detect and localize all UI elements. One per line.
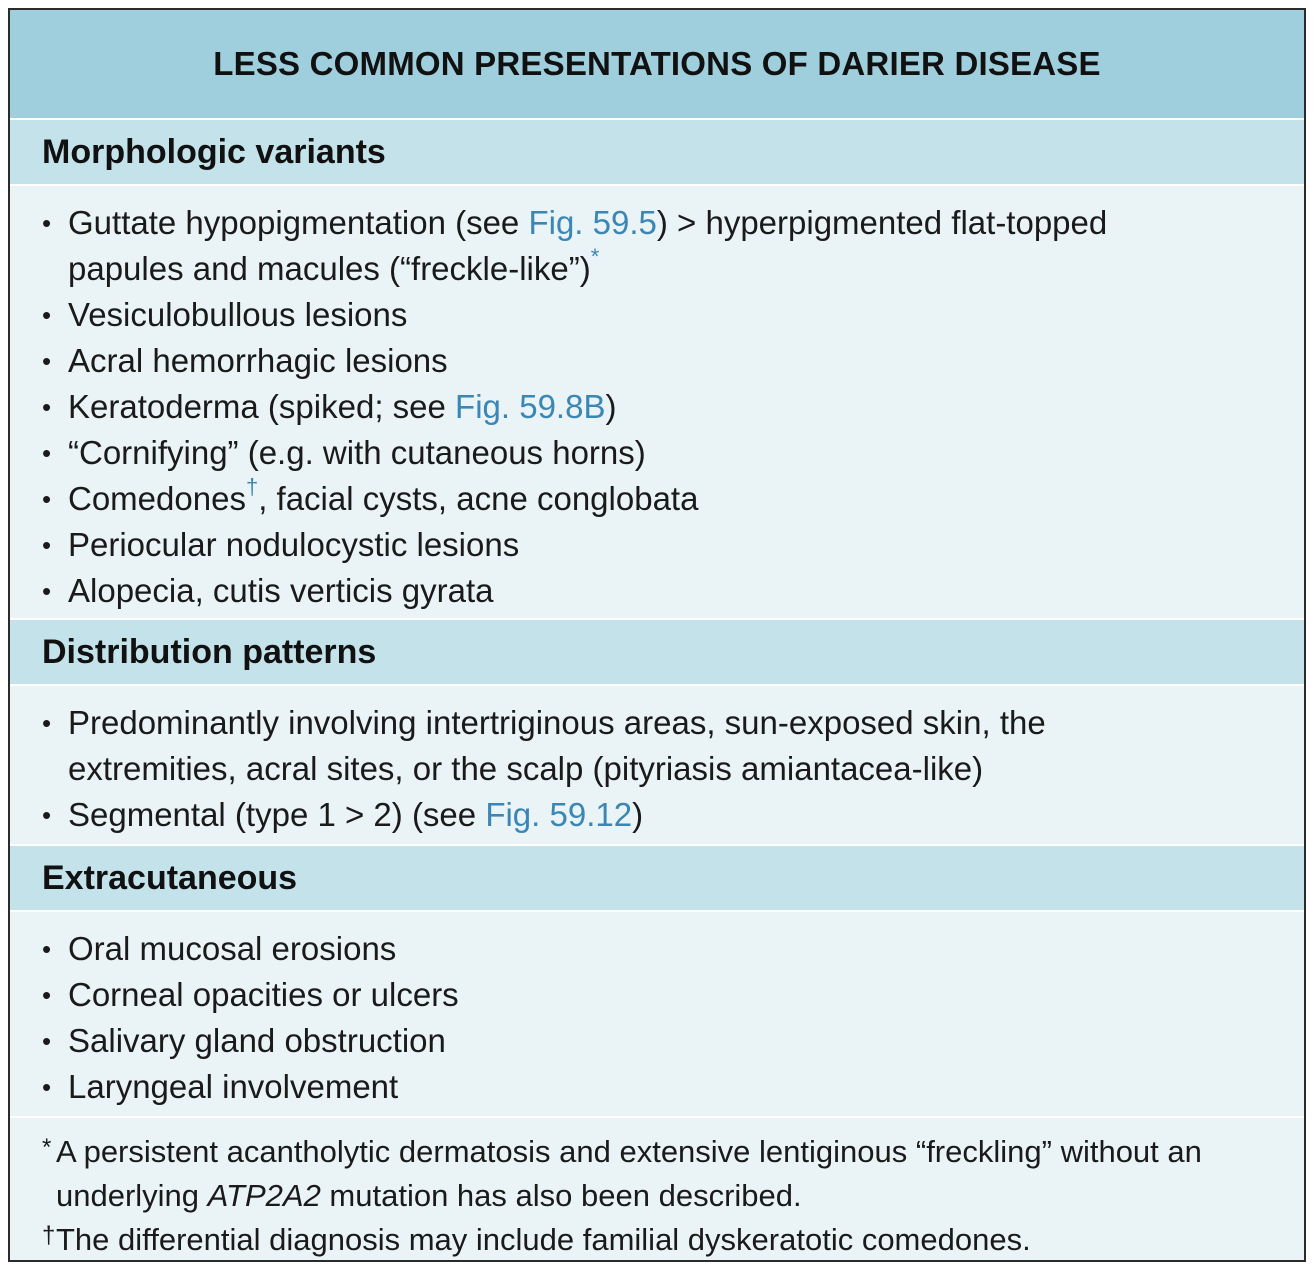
bullet: • <box>42 576 52 606</box>
footnotes <box>10 1118 1304 1262</box>
table-box <box>8 8 1306 1262</box>
bullet: • <box>42 708 52 738</box>
item-text: extremities, acral sites, or the scalp (pityriasis amiantacea-like) <box>68 750 984 787</box>
item-text: ) <box>605 388 617 425</box>
footnote-mark: * <box>590 244 600 269</box>
item-text: Predominantly involving intertriginous areas, sun-exposed skin, the <box>68 704 1046 741</box>
bullet: • <box>42 438 52 468</box>
footnote <box>42 1218 1278 1262</box>
list-item <box>42 384 1272 430</box>
bullet: • <box>42 346 52 376</box>
item-text: Comedones <box>68 480 246 517</box>
bullet: • <box>42 1026 52 1056</box>
bullet: • <box>42 800 52 830</box>
title-bar <box>10 10 1304 120</box>
item-text: Acral hemorrhagic lesions <box>68 342 448 379</box>
section-header-extracutaneous <box>10 846 1304 912</box>
footnote <box>42 1130 1278 1218</box>
list-item <box>42 292 1272 338</box>
item-text: Alopecia, cutis verticis gyrata <box>68 572 494 609</box>
item-text: ) > hyperpigmented flat-topped <box>656 204 1108 241</box>
section-header-morphologic <box>10 120 1304 186</box>
list-item <box>42 1018 1272 1064</box>
section-body-distribution <box>10 686 1304 846</box>
bullet: • <box>42 934 52 964</box>
item-text: Guttate hypopigmentation (see <box>68 204 529 241</box>
item-text: papules and macules (“freckle-like”) <box>68 250 591 287</box>
section-title: Morphologic variants <box>42 132 386 171</box>
bullet: • <box>42 208 52 238</box>
item-text: , facial cysts, acne conglobata <box>258 480 699 517</box>
item-text: Segmental (type 1 > 2) (see <box>68 796 486 833</box>
bullet: • <box>42 1072 52 1102</box>
footnote-text: The differential diagnosis may include familial dyskeratotic comedones. <box>56 1222 1031 1257</box>
footnote-text: A persistent acantholytic dermatosis and extensive lentiginous “freckling” without an <box>56 1134 1202 1169</box>
list-item <box>42 1064 1272 1110</box>
item-text: Corneal opacities or ulcers <box>68 976 459 1013</box>
list-item <box>42 522 1272 568</box>
bullet: • <box>42 980 52 1010</box>
gene-name: ATP2A2 <box>207 1178 321 1213</box>
bullet: • <box>42 300 52 330</box>
figure-link[interactable]: Fig. 59.5 <box>528 204 657 241</box>
section-body-extracutaneous <box>10 912 1304 1118</box>
table-title: LESS COMMON PRESENTATIONS OF DARIER DISEASE <box>213 45 1101 82</box>
section-title: Distribution patterns <box>42 632 377 671</box>
list-item <box>42 338 1272 384</box>
item-text: Keratoderma (spiked; see <box>68 388 456 425</box>
list-item <box>42 568 1272 614</box>
item-text: Periocular nodulocystic lesions <box>68 526 520 563</box>
bullet: • <box>42 530 52 560</box>
figure-link[interactable]: Fig. 59.12 <box>485 796 633 833</box>
item-text: “Cornifying” (e.g. with cutaneous horns) <box>68 434 646 471</box>
footnote-text: underlying <box>56 1178 208 1213</box>
section-header-distribution <box>10 620 1304 686</box>
item-text: Vesiculobullous lesions <box>68 296 408 333</box>
footnote-mark: † <box>245 474 259 499</box>
section-body-morphologic <box>10 186 1304 620</box>
item-text: Salivary gland obstruction <box>68 1022 446 1059</box>
bullet: • <box>42 484 52 514</box>
list-item <box>42 476 1272 522</box>
section-title: Extracutaneous <box>42 858 298 897</box>
list-item <box>42 926 1272 972</box>
list-item <box>42 700 1272 792</box>
list-item <box>42 972 1272 1018</box>
item-text: Laryngeal involvement <box>68 1068 399 1105</box>
list-item <box>42 430 1272 476</box>
item-text: ) <box>632 796 644 833</box>
item-text: Oral mucosal erosions <box>68 930 397 967</box>
footnote-mark: * <box>42 1134 52 1161</box>
list-item <box>42 200 1272 292</box>
footnote-mark: † <box>42 1222 56 1249</box>
footnote-text: mutation has also been described. <box>320 1178 802 1213</box>
list-item <box>42 792 1272 838</box>
bullet: • <box>42 392 52 422</box>
figure-link[interactable]: Fig. 59.8B <box>455 388 606 425</box>
